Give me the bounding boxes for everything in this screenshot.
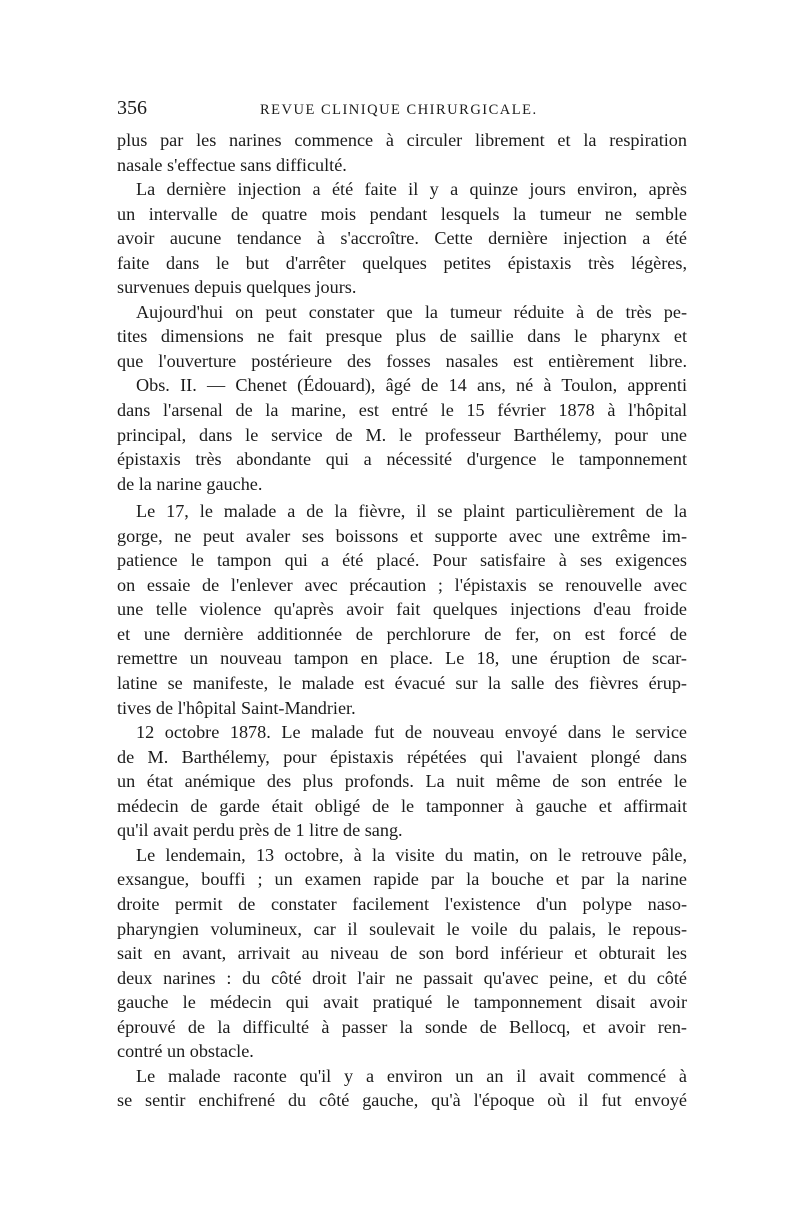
text-line: Aujourd'hui on peut constater que la tumeur réduite à de très pe- <box>136 301 687 322</box>
text-line: sait en avant, arrivait au niveau de son bord inférieur et obturait les <box>117 943 687 964</box>
text-line: éprouvé de la difficulté à passer la sonde de Bellocq, et avoir ren- <box>117 1016 687 1037</box>
text-line: La dernière injection a été faite il y a quinze jours environ, après <box>136 179 687 200</box>
body-text <box>117 128 687 1113</box>
text-line: exsangue, bouffi ; un examen rapide par la bouche et par la narine <box>117 869 687 890</box>
book-page <box>117 96 687 1113</box>
text-line: se sentir enchifrené du côté gauche, qu'à l'époque où il fut envoyé <box>117 1090 687 1111</box>
text-line: on essaie de l'enlever avec précaution ; l'épistaxis se renouvelle avec <box>117 574 687 595</box>
running-title: REVUE CLINIQUE CHIRURGICALE. <box>260 102 538 118</box>
text-line: 12 octobre 1878. Le malade fut de nouveau envoyé dans le service <box>136 722 687 743</box>
text-line: médecin de garde était obligé de le tamponner à gauche et affirmait <box>117 795 687 816</box>
page-header <box>117 96 687 124</box>
text-line: droite permit de constater facilement l'existence d'un polype naso- <box>117 893 687 914</box>
text-line: gauche le médecin qui avait pratiqué le tamponnement disait avoir <box>117 992 687 1013</box>
text-line: gorge, ne peut avaler ses boissons et supporte avec une extrême im- <box>117 525 687 546</box>
text-line: de la narine gauche. <box>117 473 263 494</box>
text-line: Le malade raconte qu'il y a environ un an il avait commencé à <box>136 1065 687 1086</box>
text-line: et une dernière additionnée de perchlorure de fer, on est forcé de <box>117 623 687 644</box>
text-line: épistaxis très abondante qui a nécessité d'urgence le tamponnement <box>117 449 687 470</box>
text-line: tites dimensions ne fait presque plus de saillie dans le pharynx et <box>117 326 687 347</box>
text-line: Le lendemain, 13 octobre, à la visite du matin, on le retrouve pâle, <box>136 844 687 865</box>
text-line: avoir aucune tendance à s'accroître. Cette dernière injection a été <box>117 228 687 249</box>
text-line: que l'ouverture postérieure des fosses nasales est entièrement libre. <box>117 350 687 371</box>
text-line: tives de l'hôpital Saint-Mandrier. <box>117 697 356 718</box>
text-line: un état anémique des plus profonds. La nuit même de son entrée le <box>117 771 687 792</box>
text-line: deux narines : du côté droit l'air ne passait qu'avec peine, et du côté <box>117 967 687 988</box>
text-line: une telle violence qu'après avoir fait quelques injections d'eau froide <box>117 599 687 620</box>
text-line: contré un obstacle. <box>117 1041 254 1062</box>
text-line: survenues depuis quelques jours. <box>117 277 357 298</box>
text-line: pharyngien volumineux, car il soulevait le voile du palais, le repous- <box>117 918 687 939</box>
text-line: remettre un nouveau tampon en place. Le 18, une éruption de scar- <box>117 648 687 669</box>
text-line: principal, dans le service de M. le professeur Barthélemy, pour une <box>117 424 687 445</box>
text-line: patience le tampon qui a été placé. Pour satisfaire à ses exigences <box>117 550 687 571</box>
text-line: de M. Barthélemy, pour épistaxis répétées qui l'avaient plongé dans <box>117 746 687 767</box>
text-line: Le 17, le malade a de la fièvre, il se plaint particulièrement de la <box>136 501 687 522</box>
text-line: latine se manifeste, le malade est évacué sur la salle des fièvres érup- <box>117 673 687 694</box>
text-line: Obs. II. — Chenet (Édouard), âgé de 14 ans, né à Toulon, apprenti <box>136 375 687 396</box>
page-number: 356 <box>117 97 147 119</box>
text-line: un intervalle de quatre mois pendant lesquels la tumeur ne semble <box>117 203 687 224</box>
text-line: plus par les narines commence à circuler librement et la respiration <box>117 130 687 150</box>
text-line: dans l'arsenal de la marine, est entré le 15 février 1878 à l'hôpital <box>117 400 687 421</box>
text-line: faite dans le but d'arrêter quelques petites épistaxis très légères, <box>117 252 687 273</box>
text-line: qu'il avait perdu près de 1 litre de sang. <box>117 820 403 841</box>
text-line: nasale s'effectue sans difficulté. <box>117 154 347 175</box>
